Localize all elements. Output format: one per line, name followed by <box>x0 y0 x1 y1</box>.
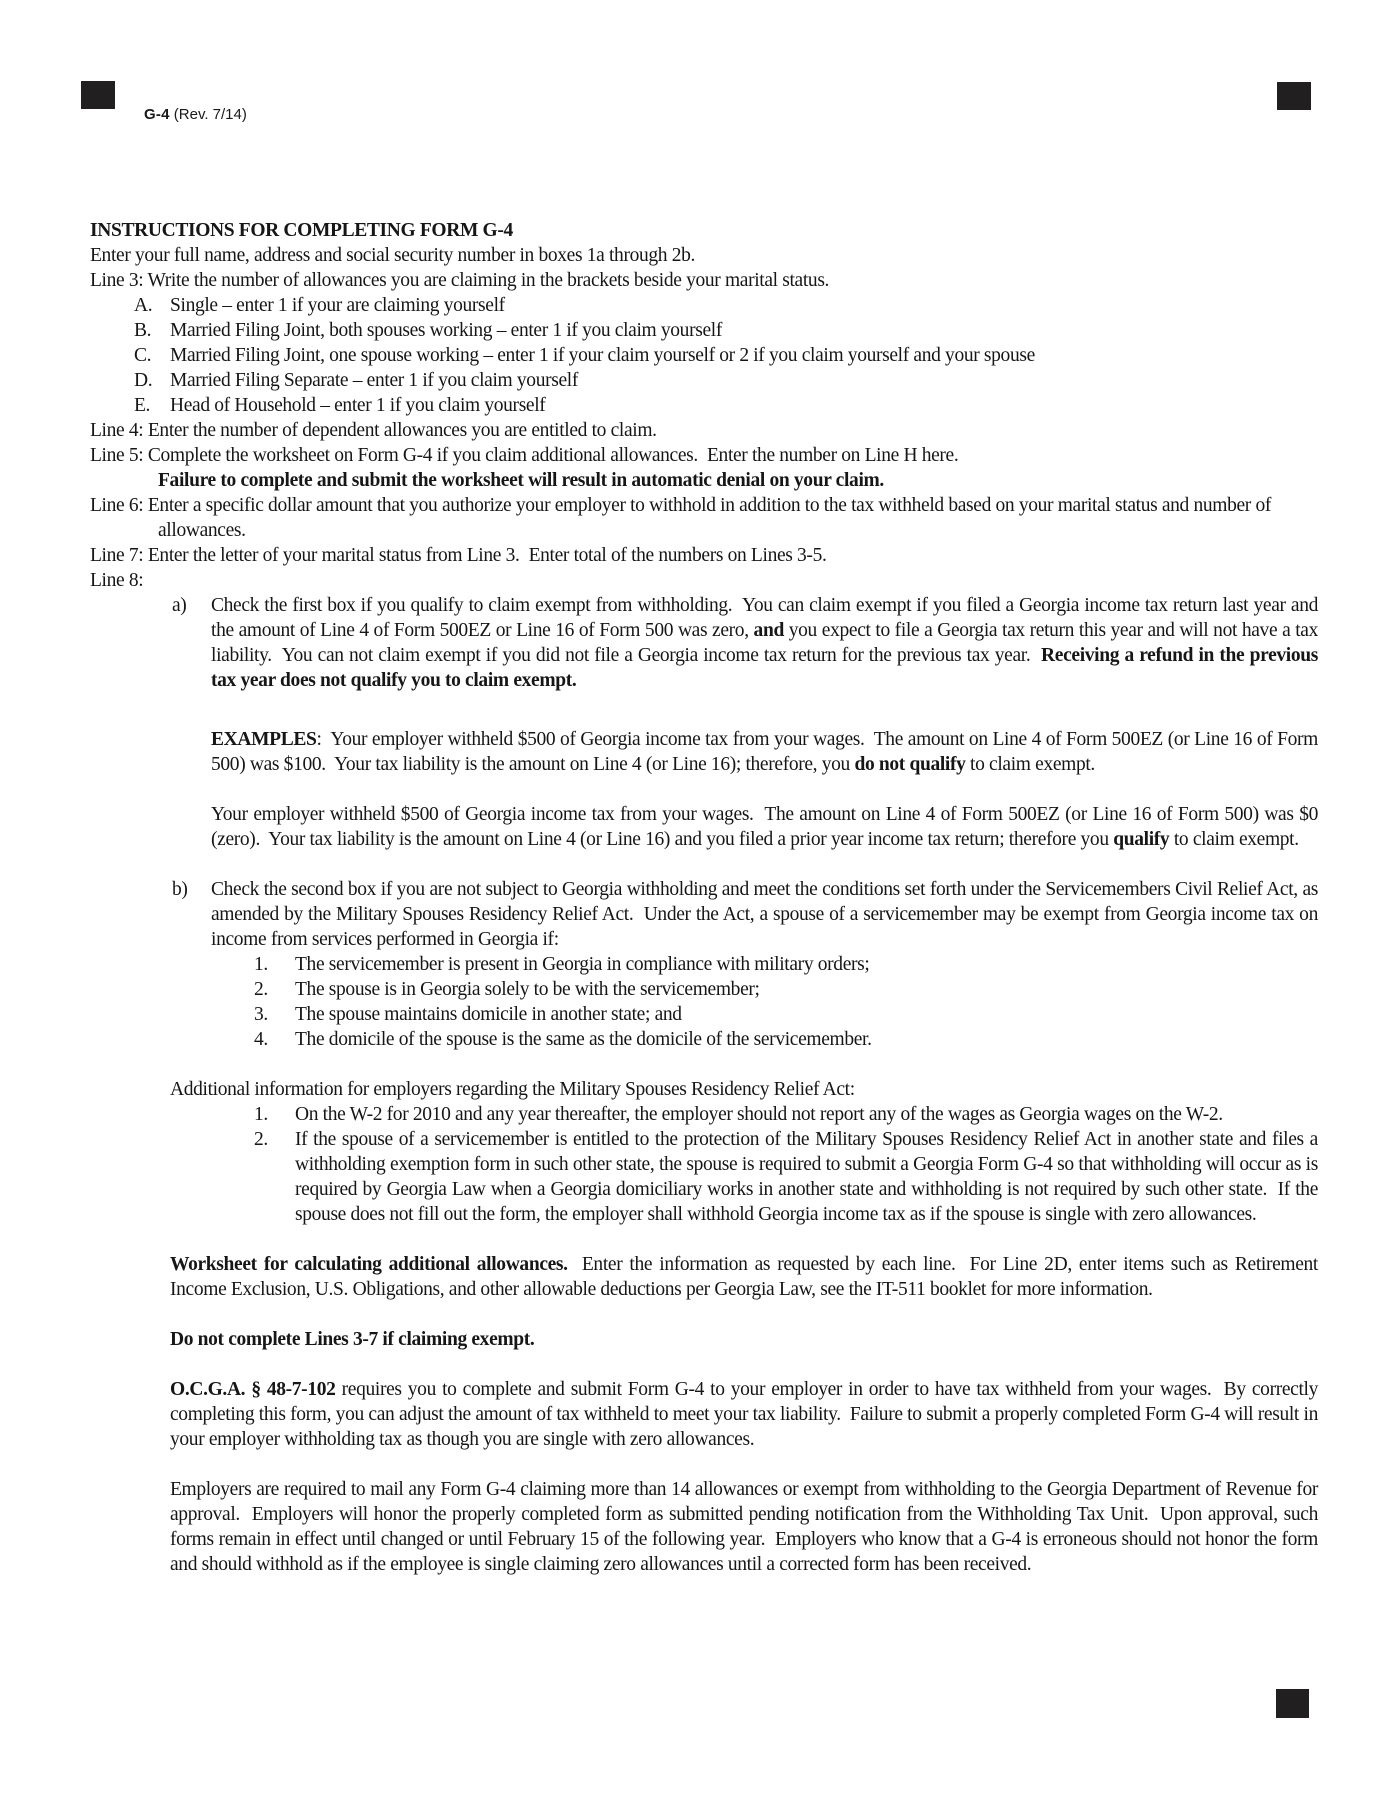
marital-option-separate <box>90 368 1318 393</box>
text-run: to claim exempt. <box>965 754 1095 775</box>
item-text <box>211 595 1318 691</box>
item-number: 1. <box>254 1104 268 1125</box>
item-marker: a) <box>172 595 187 616</box>
text-run: Worksheet for calculating additional allowances. <box>170 1254 568 1275</box>
form-code: G-4 <box>144 106 170 123</box>
marital-option-joint-both <box>90 318 1318 343</box>
marital-option-single <box>90 293 1318 318</box>
text-run: to claim exempt. <box>1169 829 1299 850</box>
option-letter: E. <box>134 395 151 416</box>
text-run: Your employer withheld $500 of Georgia income tax from your wages. The amount on Line 4 of Form 500EZ (or Line 16 of Form 500) was $0 (zero). Your tax liability is the amount on Line 4 (or Line 16) and you filed a prior year income tax return; therefore you <box>211 804 1318 850</box>
worksheet-paragraph <box>170 1252 1318 1302</box>
text-run: requires you to complete and submit Form G-4 to your employer in order to have tax withheld from your wages. By correctly completing this form, you can adjust the amount of tax withheld to meet your tax liability. Failure to submit a properly completed Form G-4 will result in your employer withholding tax as though you are single with zero allowances. <box>170 1379 1318 1450</box>
text-run: O.C.G.A. § 48-7-102 <box>170 1379 336 1400</box>
employers-paragraph: Employers are required to mail any Form G-4 claiming more than 14 allowances or exempt from withholding to the Georgia Department of Revenue for approval. Employers will honor the properly completed form as submitted pending notification from the Withholding Tax Unit. Upon approval, such forms remain in effect until changed or until February 15 of the following year. Employers who know that a G-4 is erroneous should not honor the form and should withhold as if the employee is single claiming zero allowances until a corrected form has been received. <box>170 1479 1318 1575</box>
corner-mark-bottom-right <box>1276 1689 1309 1718</box>
item-text <box>211 879 1318 950</box>
examples-paragraph-2 <box>211 802 1318 852</box>
form-revision: (Rev. 7/14) <box>169 106 247 123</box>
line8-item-a <box>90 593 1318 693</box>
marital-option-head <box>90 393 1318 418</box>
item-text: If the spouse of a servicemember is entitled to the protection of the Military Spouses Residency Relief Act in another state and files a withholding exemption form in such other state, the spouse is required to submit a Georgia Form G-4 so that withholding will occur as is required by Georgia Law when a Georgia domiciliary works in another state and withholding is not required by such other state. If the spouse does not fill out the form, the employer shall withhold Georgia income tax as if the spouse is single with zero allowances. <box>295 1129 1318 1225</box>
employer-info-item-2 <box>90 1127 1318 1227</box>
line8-item-b <box>90 877 1318 952</box>
intro-line: Enter your full name, address and social security number in boxes 1a through 2b. <box>90 245 696 266</box>
servicemember-condition-2 <box>90 977 1318 1002</box>
text-run: and <box>753 620 784 641</box>
option-text: Single – enter 1 if your are claiming yourself <box>170 295 505 316</box>
condition-text: The spouse is in Georgia solely to be with the servicemember; <box>295 979 760 1000</box>
text-run: EXAMPLES <box>211 729 317 750</box>
condition-text: The spouse maintains domicile in another state; and <box>295 1004 682 1025</box>
exempt-note: Do not complete Lines 3-7 if claiming exempt. <box>170 1329 535 1350</box>
corner-mark-top-right <box>1277 82 1311 110</box>
employer-info-item-1 <box>90 1102 1318 1127</box>
line7-instruction: Line 7: Enter the letter of your marital status from Line 3. Enter total of the numbers on Lines 3-5. <box>90 545 827 566</box>
form-header <box>144 106 247 123</box>
instructions-content <box>90 218 1318 1577</box>
condition-text: The domicile of the spouse is the same as the domicile of the servicemember. <box>295 1029 872 1050</box>
option-letter: C. <box>134 345 152 366</box>
line4-instruction: Line 4: Enter the number of dependent allowances you are entitled to claim. <box>90 420 657 441</box>
instructions-title: INSTRUCTIONS FOR COMPLETING FORM G-4 <box>90 220 513 241</box>
servicemember-condition-4 <box>90 1027 1318 1052</box>
line6-instruction: Line 6: Enter a specific dollar amount that you authorize your employer to withhold in addition to the tax withheld based on your marital status and number of allowances. <box>90 495 1272 541</box>
condition-number: 4. <box>254 1029 268 1050</box>
item-text: On the W-2 for 2010 and any year thereafter, the employer should not report any of the wages as Georgia wages on the W-2. <box>295 1104 1223 1125</box>
line5-warning: Failure to complete and submit the worksheet will result in automatic denial on your claim. <box>158 470 884 491</box>
option-text: Married Filing Joint, both spouses working – enter 1 if you claim yourself <box>170 320 722 341</box>
condition-text: The servicemember is present in Georgia in compliance with military orders; <box>295 954 870 975</box>
item-marker: b) <box>172 879 188 900</box>
line5-instruction: Line 5: Complete the worksheet on Form G-4 if you claim additional allowances. Enter the number on Line H here. <box>90 445 959 466</box>
text-run: Receiving a refund in the previous tax year does not qualify you to claim exempt. <box>211 645 1318 691</box>
text-run: Check the second box if you are not subject to Georgia withholding and meet the conditions set forth under the Servicemembers Civil Relief Act, as amended by the Military Spouses Residency Relief Act. Under the Act, a spouse of a servicemember may be exempt from Georgia income tax on income from services performed in Georgia if: <box>211 879 1318 950</box>
ocga-paragraph <box>170 1377 1318 1452</box>
text-run: Check the first box if you qualify to claim exempt from withholding. You can claim exempt if you filed a Georgia income tax return last year and the amount of Line 4 of Form 500EZ or Line 16 of Form 500 was zero, <box>211 595 1318 641</box>
text-run: Enter the information as requested by each line. For Line 2D, enter items such as Retirement Income Exclusion, U.S. Obligations, and other allowable deductions per Georgia Law, see the IT-511 booklet for more information. <box>170 1254 1318 1300</box>
additional-info-heading: Additional information for employers regarding the Military Spouses Residency Relief Act: <box>170 1079 855 1100</box>
text-run: : Your employer withheld $500 of Georgia income tax from your wages. The amount on Line 4 of Form 500EZ (or Line 16 of Form 500) was $100. Your tax liability is the amount on Line 4 (or Line 16); therefore, you <box>211 729 1318 775</box>
option-letter: B. <box>134 320 152 341</box>
corner-mark-top-left <box>81 81 115 109</box>
line3-instruction: Line 3: Write the number of allowances you are claiming in the brackets beside your marital status. <box>90 270 830 291</box>
examples-paragraph-1 <box>211 727 1318 777</box>
servicemember-condition-1 <box>90 952 1318 977</box>
servicemember-condition-3 <box>90 1002 1318 1027</box>
text-run: you expect to file a Georgia tax return this year and will not have a tax liability. You can not claim exempt if you did not file a Georgia income tax return for the previous tax year. <box>211 620 1318 666</box>
option-letter: A. <box>134 295 153 316</box>
condition-number: 2. <box>254 979 268 1000</box>
condition-number: 3. <box>254 1004 268 1025</box>
item-number: 2. <box>254 1129 268 1150</box>
condition-number: 1. <box>254 954 268 975</box>
option-letter: D. <box>134 370 153 391</box>
line8-label: Line 8: <box>90 570 144 591</box>
option-text: Married Filing Separate – enter 1 if you claim yourself <box>170 370 578 391</box>
text-run: qualify <box>1113 829 1170 850</box>
text-run: do not qualify <box>854 754 966 775</box>
option-text: Married Filing Joint, one spouse working – enter 1 if your claim yourself or 2 if you claim yourself and your spouse <box>170 345 1035 366</box>
option-text: Head of Household – enter 1 if you claim yourself <box>170 395 546 416</box>
marital-option-joint-one <box>90 343 1318 368</box>
